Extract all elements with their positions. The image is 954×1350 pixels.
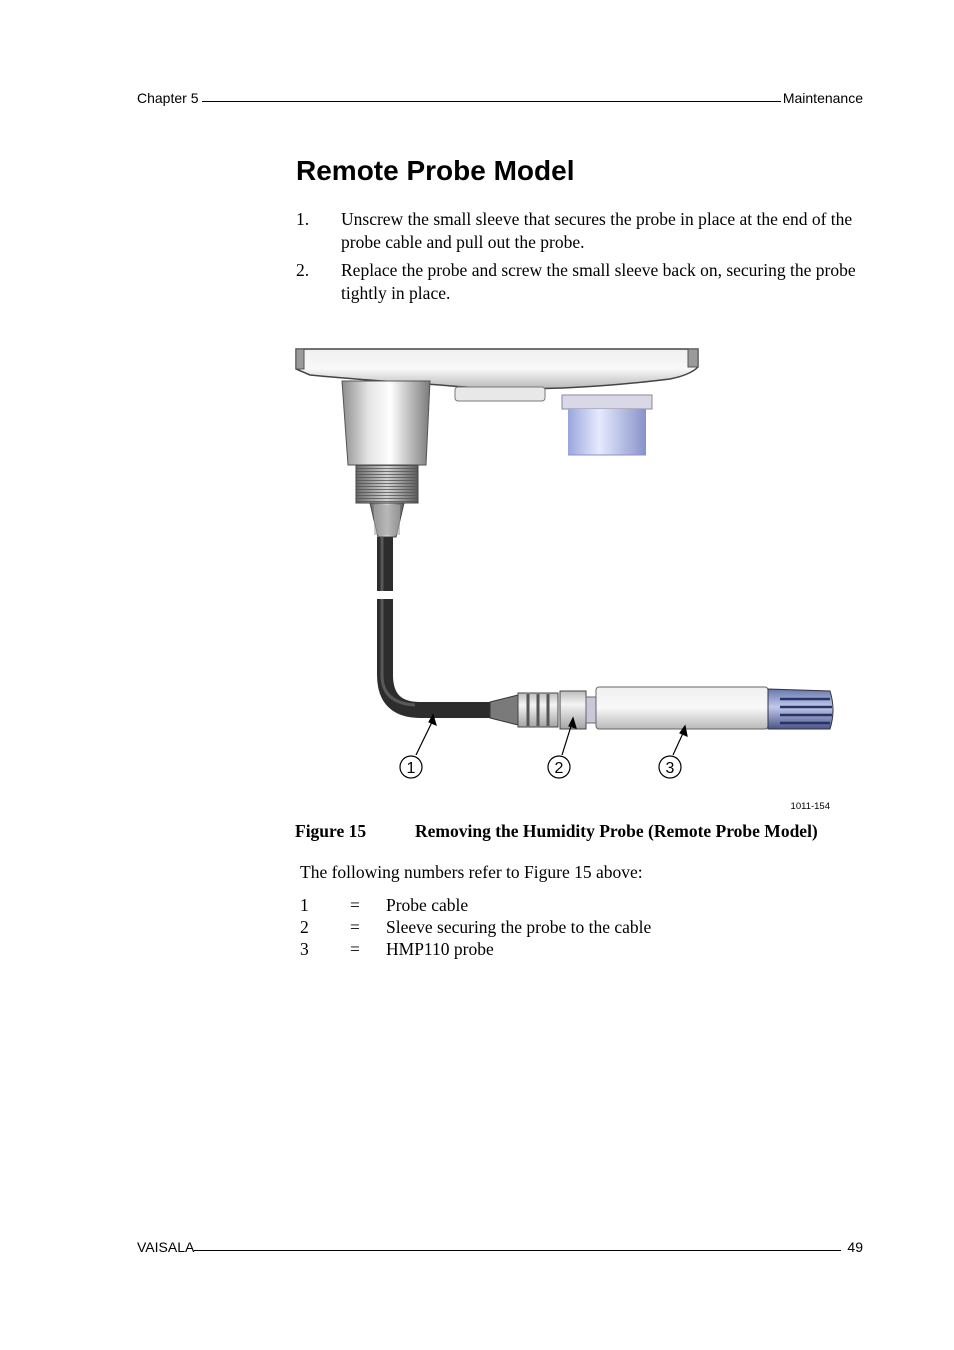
step-item [296,208,866,254]
legend-number: 3 [300,939,309,959]
page-title: Remote Probe Model [296,155,575,186]
page-header [137,90,863,106]
probe-removal-figure [290,345,850,815]
callout-1-label: 1 [406,760,416,777]
header-rule [202,101,780,102]
legend-item [300,938,651,960]
legend-equals: = [350,895,360,915]
callout-2-label: 2 [554,760,564,777]
footer-brand: VAISALA [137,1239,195,1255]
step-number: 1. [296,209,310,229]
callout-1 [400,756,422,778]
step-text: Replace the probe and screw the small sleeve back on, securing the probe tightly in place. [341,260,856,303]
legend-number: 1 [300,895,309,915]
callout-3-label: 3 [665,760,675,777]
legend-text: Probe cable [386,895,469,915]
cable-gland [562,395,652,455]
callout-3 [659,756,681,778]
step-text: Unscrew the small sleeve that secures the probe in place at the end of the probe cable and pull out the probe. [341,209,853,252]
cable-end-connector [490,693,558,727]
step-item [296,259,866,305]
legend-equals: = [350,917,360,937]
probe-connector [342,381,430,537]
legend-item [300,894,651,916]
step-number: 2. [296,260,310,280]
probe-illustration [290,345,850,815]
legend-text: Sleeve securing the probe to the cable [386,917,652,937]
legend-intro: The following numbers refer to Figure 15 above: [300,862,643,882]
figure-code: 1011-154 [790,801,830,812]
figure-title: Removing the Humidity Probe (Remote Probe Model) [415,821,818,841]
probe-cable [372,537,496,710]
hmp110-probe [596,687,833,729]
sleeve [560,691,596,729]
legend-list [300,894,651,960]
figure-caption [295,821,865,842]
header-section: Maintenance [782,90,863,106]
legend-number: 2 [300,917,309,937]
procedure-steps [296,208,866,310]
legend-text: HMP110 probe [386,939,494,959]
legend-equals: = [350,939,360,959]
legend-item [300,916,651,938]
page-number: 49 [847,1239,863,1255]
page-footer [137,1239,863,1255]
callout-2 [548,756,570,778]
footer-rule [194,1250,841,1251]
header-chapter: Chapter 5 [137,90,199,106]
figure-number: Figure 15 [295,821,367,841]
